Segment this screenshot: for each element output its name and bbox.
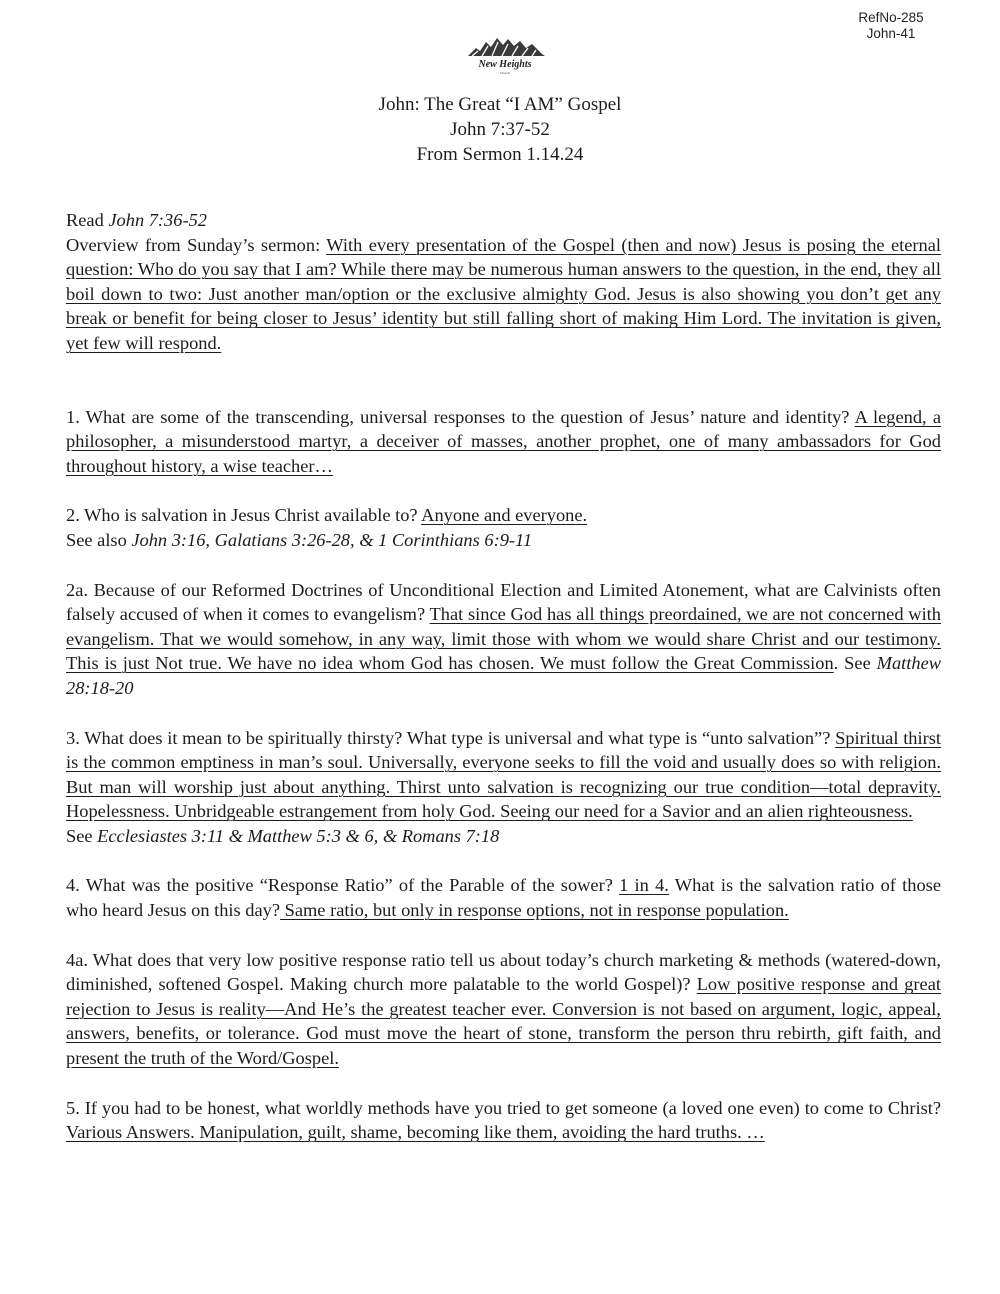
overview-text: With every presentation of the Gospel (then and now) Jesus is posing the eternal question: Who do you say that I am? While there may be numerous human answers to the question, in the end, they all boil down to two: Just another man/option or the exclusive almighty God. Jesus is also showing you don’t get any break or benefit for being closer to Jesus’ identity but still falling short of making Him Lord. The invitation is given, yet few will respond. <box>66 234 942 353</box>
overview-label: Overview from Sunday’s sermon: <box>66 234 327 255</box>
logo-text: New Heights <box>478 59 532 70</box>
question-2 <box>66 503 941 528</box>
question-4 <box>66 873 941 922</box>
q4-answer-2: Same ratio, but only in response options, not in response population. <box>280 900 789 921</box>
question-5 <box>66 1096 941 1145</box>
question-1 <box>66 405 941 479</box>
study-content <box>66 208 941 1145</box>
question-2a <box>66 578 941 701</box>
q5-question: 5. If you had to be honest, what worldly methods have you tried to get someone (a loved one even) to come to Christ? <box>66 1097 941 1118</box>
page-title <box>0 92 1000 167</box>
q3-see <box>66 824 941 849</box>
read-ref: John 7:36-52 <box>108 210 207 230</box>
q2a-after: . See <box>833 653 877 674</box>
q4-answer-1: 1 in 4. <box>619 875 669 896</box>
title-line-3: From Sermon 1.14.24 <box>416 144 584 165</box>
q2a-see-refs: Matthew 28:18-20 <box>66 653 941 698</box>
q2a-question: 2a. Because of our Reformed Doctrines of Unconditional Election and Limited Atonement, what are Calvinists often falsely accused of when it comes to evangelism? <box>66 579 941 625</box>
q2-see-prefix: See also <box>66 529 132 550</box>
q2-question: 2. Who is salvation in Jesus Christ available to? <box>66 505 422 526</box>
q3-question: 3. What does it mean to be spiritually thirsty? What type is universal and what type is “unto salvation”? <box>66 727 836 748</box>
q2-see-refs: John 3:16, Galatians 3:26-28, & 1 Corinthians 6:9-11 <box>131 529 533 550</box>
q2-answer: Anyone and everyone. <box>421 505 588 526</box>
reference-number <box>836 10 946 42</box>
ref-number: RefNo-285 <box>858 10 924 25</box>
title-line-1: John: The Great “I AM” Gospel <box>378 94 622 115</box>
read-line <box>66 208 941 233</box>
q1-question: 1. What are some of the transcending, universal responses to the question of Jesus’ nature and identity? <box>66 406 855 427</box>
read-prefix: Read <box>66 210 109 230</box>
question-3 <box>66 726 941 824</box>
question-4a <box>66 948 941 1071</box>
overview <box>66 233 941 356</box>
q4-question-2: What is the salvation ratio of those who heard Jesus on this day? <box>66 875 941 921</box>
q5-answer: Various Answers. Manipulation, guilt, shame, becoming like them, avoiding the hard truths. … <box>66 1122 765 1143</box>
logo-subtext: Church <box>499 71 511 75</box>
q1-answer: A legend, a philosopher, a misunderstood martyr, a deceiver of masses, another prophet, one of many ambassadors for God throughout history, a wise teacher… <box>66 406 941 476</box>
church-logo <box>462 30 548 76</box>
q4a-question: 4a. What does that very low positive response ratio tell us about today’s church marketing & methods (watered-down, diminished, softened Gospel. Making church more palatable to the world Gospel)? <box>66 949 941 995</box>
q4a-answer: Low positive response and great rejection to Jesus is reality—And He’s the greatest teacher ever. Conversion is not based on argument, logic, appeal, answers, benefits, or tolerance. God must move the heart of stone, transform the person thru rebirth, gift faith, and present the truth of the Word/Gospel. <box>66 974 941 1069</box>
q2a-answer: That since God has all things preordained, we are not concerned with evangelism. That we would somehow, in any way, limit those with whom we would share Christ and our testimony. This is just Not true. We have no idea whom God has chosen. We must follow the Great Commission <box>66 604 941 674</box>
ref-series: John-41 <box>866 26 916 41</box>
q3-see-prefix: See <box>66 825 98 846</box>
title-line-2: John 7:37-52 <box>450 119 550 140</box>
q4-question: 4. What was the positive “Response Ratio” of the Parable of the sower? <box>66 875 620 896</box>
q3-answer: Spiritual thirst is the common emptiness in man’s soul. Universally, everyone seeks to fill the void and usually does so with religion. But man will worship just about anything. Thirst unto salvation is recognizing our true condition—total depravity. Hopelessness. Unbridgeable estrangement from holy God. Seeing our need for a Savior and an alien righteousness. <box>66 727 941 822</box>
q3-see-refs: Ecclesiastes 3:11 & Matthew 5:3 & 6, & Romans 7:18 <box>97 825 500 846</box>
q2-see-also <box>66 528 941 553</box>
